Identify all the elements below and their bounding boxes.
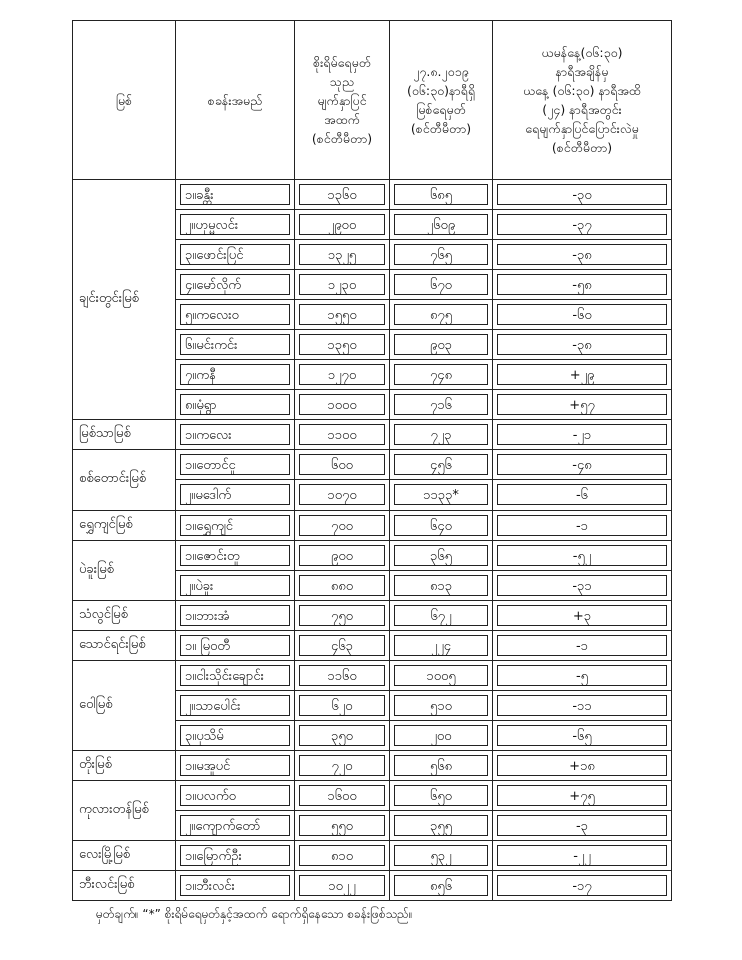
change-cell-value: -၆: [497, 484, 667, 505]
change-cell: [493, 420, 672, 450]
change-cell: [493, 180, 672, 210]
river-name-cell: တိုးမြစ်: [73, 750, 176, 780]
station-name-cell: [176, 330, 295, 360]
water-level-cell: [390, 810, 493, 840]
river-name-cell: မြစ်သာမြစ်: [73, 420, 176, 450]
change-cell-value: -၅၈: [497, 274, 667, 295]
change-cell: [493, 390, 672, 420]
station-name-cell-value: ၂။မဒေါက်: [180, 484, 290, 505]
water-level-cell: [390, 871, 493, 901]
change-cell: [493, 810, 672, 840]
water-level-cell-value: ၂၂၄: [394, 635, 488, 656]
water-level-cell-value: ၆၅၀: [394, 785, 488, 806]
danger-level-cell-value: ၂၉၀၀: [299, 214, 385, 235]
water-level-cell: [390, 510, 493, 540]
header-change: [493, 21, 672, 180]
river-name-cell: ဝေါမြစ်: [73, 660, 176, 750]
water-level-cell: [390, 360, 493, 390]
change-cell-value: +၂၉: [497, 364, 667, 385]
danger-level-cell: [295, 630, 390, 660]
station-name-cell-value: ၁။ရွှေကျင်: [180, 515, 290, 536]
station-name-cell: [176, 240, 295, 270]
station-name-cell: [176, 540, 295, 570]
station-name-cell-value: ၃။ဖောင်းပြင်: [180, 244, 290, 265]
danger-level-cell: [295, 780, 390, 810]
water-level-cell-value: ၁၀၀၅: [394, 665, 488, 686]
danger-level-cell-value: ၁၂၇၀: [299, 364, 385, 385]
water-level-cell: [390, 240, 493, 270]
water-level-cell: [390, 630, 493, 660]
station-name-cell-value: ၆။မင်းကင်း: [180, 334, 290, 355]
change-cell-value: -၃၈: [497, 244, 667, 265]
danger-level-cell-value: ၁၃၆၀: [299, 184, 385, 205]
change-cell: [493, 690, 672, 720]
header-station: စခန်းအမည်: [176, 21, 295, 180]
station-name-cell: [176, 450, 295, 480]
change-cell-value: -၃၀: [497, 184, 667, 205]
header-line: ယမန်နေ့(၀၆:၃၀): [541, 45, 623, 60]
station-name-cell: [176, 390, 295, 420]
change-cell: [493, 600, 672, 630]
danger-level-cell-value: ၈၁၀: [299, 845, 385, 866]
change-cell: [493, 210, 672, 240]
change-cell: [493, 270, 672, 300]
water-level-cell-value: ၇၁၆: [394, 394, 488, 415]
station-name-cell-value: ၁။ခန္တီး: [180, 184, 290, 205]
river-name-cell: သံလွင်မြစ်: [73, 600, 176, 630]
water-level-cell-value: ၆၄၀: [394, 515, 488, 536]
station-name-cell-value: ၂။ပဲခူး: [180, 575, 290, 596]
change-cell-value: -၃၇: [497, 214, 667, 235]
water-level-cell-value: ၈၅၆: [394, 875, 488, 896]
danger-level-cell-value: ၉၀၀: [299, 545, 385, 566]
table-row: [73, 450, 672, 480]
water-level-cell: [390, 570, 493, 600]
table-row: [73, 780, 672, 810]
station-name-cell: [176, 510, 295, 540]
water-level-cell-value: ၂၀၀: [394, 725, 488, 746]
danger-level-cell: [295, 270, 390, 300]
footnote: မှတ်ချက်။ “*” စိုးရိမ်ရေမှတ်နှင့်အထက် ရောက်ရှိနေသော စခန်းဖြစ်သည်။: [96, 907, 413, 921]
change-cell: [493, 720, 672, 750]
table-row: [73, 750, 672, 780]
table-row: [73, 510, 672, 540]
danger-level-cell-value: ၇၂၀: [299, 755, 385, 776]
station-name-cell: [176, 210, 295, 240]
table-row: [73, 630, 672, 660]
water-level-cell-value: ၁၁၃၃*: [394, 484, 488, 505]
danger-level-cell-value: ၅၅၀: [299, 815, 385, 836]
water-level-cell-value: ၈၁၃: [394, 575, 488, 596]
danger-level-cell-value: ၁၀၇၀: [299, 484, 385, 505]
danger-level-cell-value: ၁၁၆၀: [299, 665, 385, 686]
water-level-cell-value: ၆၇၂: [394, 605, 488, 626]
danger-level-cell-value: ၁၆၀၀: [299, 785, 385, 806]
table-row: [73, 841, 672, 871]
change-cell-value: -၆၅: [497, 725, 667, 746]
water-level-cell-value: ၆၇၀: [394, 274, 488, 295]
station-name-cell: [176, 360, 295, 390]
danger-level-cell: [295, 480, 390, 510]
station-name-cell-value: ၄။မော်လိုက်: [180, 274, 290, 295]
change-cell: [493, 300, 672, 330]
change-cell-value: -၅: [497, 665, 667, 686]
danger-level-cell-value: ၁၂၃၀: [299, 274, 385, 295]
water-level-cell: [390, 300, 493, 330]
water-level-cell: [390, 750, 493, 780]
station-name-cell-value: ၁။ဘားအံ: [180, 605, 290, 626]
header-line: (စင်တီမီတာ): [311, 130, 373, 146]
station-name-cell: [176, 871, 295, 901]
change-cell-value: +၇၅: [497, 785, 667, 806]
water-level-cell-value: ၈၇၅: [394, 304, 488, 325]
danger-level-cell: [295, 240, 390, 270]
station-name-cell: [176, 480, 295, 510]
water-level-cell-value: ၃၅၅: [394, 815, 488, 836]
station-name-cell-value: ၂။သာပေါင်း: [180, 695, 290, 716]
water-level-cell: [390, 841, 493, 871]
change-cell: [493, 570, 672, 600]
danger-level-cell-value: ၇၀၀: [299, 515, 385, 536]
change-cell-value: -၂၂: [497, 845, 667, 866]
water-level-cell-value: ၆၈၅: [394, 184, 488, 205]
danger-level-cell-value: ၆၀၀: [299, 454, 385, 475]
header-line: (စင်တီမီတာ): [410, 121, 472, 136]
danger-level-cell-value: ၁၁၀၀: [299, 424, 385, 445]
station-name-cell-value: ၇။ကနီ: [180, 364, 290, 385]
danger-level-cell: [295, 810, 390, 840]
table-row: [73, 540, 672, 570]
danger-level-cell: [295, 720, 390, 750]
danger-level-cell: [295, 600, 390, 630]
danger-level-cell-value: ၇၅၀: [299, 605, 385, 626]
change-cell: [493, 780, 672, 810]
header-water-level: [390, 21, 493, 180]
danger-level-cell: [295, 750, 390, 780]
header-line: (၂၄) နာရီအတွင်း: [542, 102, 622, 117]
change-cell-value: -၃၈: [497, 334, 667, 355]
danger-level-cell: [295, 390, 390, 420]
danger-level-cell-value: ၄၆၃: [299, 635, 385, 656]
danger-level-cell: [295, 360, 390, 390]
station-name-cell: [176, 690, 295, 720]
change-cell-value: -၁: [497, 515, 667, 536]
change-cell-value: -၆၀: [497, 304, 667, 325]
river-name-cell: ပဲခူးမြစ်: [73, 540, 176, 600]
danger-level-cell: [295, 690, 390, 720]
station-name-cell-value: ၈။မုံရွာ: [180, 394, 290, 415]
danger-level-cell: [295, 420, 390, 450]
danger-level-cell-value: ၆၂၀: [299, 695, 385, 716]
station-name-cell-value: ၁။ငါးသိုင်းချောင်း: [180, 665, 290, 686]
change-cell-value: -၁၁: [497, 695, 667, 716]
station-name-cell-value: ၁။ဇောင်းတူ: [180, 545, 290, 566]
change-cell-value: +၃: [497, 605, 667, 626]
water-level-cell: [390, 480, 493, 510]
station-name-cell: [176, 300, 295, 330]
station-name-cell: [176, 780, 295, 810]
station-name-cell-value: ၁။ပလက်ဝ: [180, 785, 290, 806]
change-cell: [493, 330, 672, 360]
river-name-cell: ဘီးလင်းမြစ်: [73, 871, 176, 901]
river-name-cell: ကုလားတန်မြစ်: [73, 780, 176, 840]
header-line: မြစ်ရေမှတ်: [416, 102, 466, 117]
water-level-cell-value: ၅၁၀: [394, 695, 488, 716]
water-level-cell: [390, 780, 493, 810]
station-name-cell: [176, 810, 295, 840]
station-name-cell: [176, 841, 295, 871]
change-cell: [493, 660, 672, 690]
station-name-cell: [176, 720, 295, 750]
station-name-cell-value: ၅။ကလေးဝ: [180, 304, 290, 325]
table-body: [73, 180, 672, 901]
water-level-cell-value: ၅၃၂: [394, 845, 488, 866]
station-name-cell: [176, 750, 295, 780]
station-name-cell-value: ၁။ဘီးလင်း: [180, 875, 290, 896]
station-name-cell-value: ၂။ဟုမ္မလင်း: [180, 214, 290, 235]
water-level-cell: [390, 210, 493, 240]
danger-level-cell: [295, 330, 390, 360]
station-name-cell-value: ၁။မြောက်ဦး: [180, 845, 290, 866]
water-level-cell: [390, 450, 493, 480]
change-cell-value: -၄၈: [497, 454, 667, 475]
water-level-cell: [390, 270, 493, 300]
change-cell-value: -၂၁: [497, 424, 667, 445]
header-row: [73, 21, 672, 180]
header-line: သုည: [329, 73, 355, 89]
station-name-cell-value: ၂။ကျောက်တော်: [180, 815, 290, 836]
station-name-cell-value: ၁။တောင်ငူ: [180, 454, 290, 475]
water-level-cell: [390, 600, 493, 630]
river-name-cell: ချင်းတွင်းမြစ်: [73, 180, 176, 420]
table-row: [73, 600, 672, 630]
danger-level-cell: [295, 841, 390, 871]
change-cell-value: -၁: [497, 635, 667, 656]
change-cell-value: +၁၈: [497, 755, 667, 776]
change-cell: [493, 450, 672, 480]
change-cell-value: -၅၂: [497, 545, 667, 566]
river-name-cell: ရွှေကျင်မြစ်: [73, 510, 176, 540]
water-level-cell-value: ၅၆၈: [394, 755, 488, 776]
danger-level-cell-value: ၈၈၀: [299, 575, 385, 596]
water-level-cell: [390, 540, 493, 570]
water-level-cell-value: ၇၂၃: [394, 424, 488, 445]
change-cell-value: -၁၇: [497, 875, 667, 896]
water-level-cell: [390, 390, 493, 420]
river-name-cell: လေးမြို့မြစ်: [73, 841, 176, 871]
station-name-cell: [176, 180, 295, 210]
station-name-cell: [176, 570, 295, 600]
river-level-table: [72, 20, 672, 901]
header-danger-level: [295, 21, 390, 180]
water-level-cell: [390, 420, 493, 450]
change-cell: [493, 240, 672, 270]
table-row: [73, 180, 672, 210]
danger-level-cell: [295, 660, 390, 690]
header-line: (စင်တီမီတာ): [551, 140, 613, 155]
station-name-cell-value: ၁။ကလေး: [180, 424, 290, 445]
water-level-cell-value: ၉၀၃: [394, 334, 488, 355]
header-line: ရေမျက်နှာပြင်ပြောင်းလဲမှု: [525, 121, 639, 136]
table-row: [73, 871, 672, 901]
station-name-cell: [176, 420, 295, 450]
header-line: အထက်: [324, 111, 360, 127]
station-name-cell-value: ၃။ပုသိမ်: [180, 725, 290, 746]
change-cell: [493, 871, 672, 901]
change-cell-value: -၃၁: [497, 575, 667, 596]
change-cell: [493, 480, 672, 510]
table-row: [73, 660, 672, 690]
danger-level-cell-value: ၁၃၂၅: [299, 244, 385, 265]
station-name-cell: [176, 600, 295, 630]
change-cell: [493, 841, 672, 871]
water-level-cell: [390, 330, 493, 360]
danger-level-cell-value: ၁၅၅၀: [299, 304, 385, 325]
change-cell: [493, 630, 672, 660]
header-line: စိုးရိမ်ရေမှတ်: [313, 54, 371, 70]
station-name-cell: [176, 630, 295, 660]
water-level-cell-value: ၄၅၆: [394, 454, 488, 475]
water-level-cell: [390, 660, 493, 690]
danger-level-cell: [295, 210, 390, 240]
water-level-cell-value: ၃၆၅: [394, 545, 488, 566]
header-line: (၀၆:၃၀)နာရီရှိ: [406, 83, 476, 98]
danger-level-cell-value: ၁၃၅၀: [299, 334, 385, 355]
danger-level-cell: [295, 300, 390, 330]
change-cell: [493, 510, 672, 540]
water-level-cell: [390, 180, 493, 210]
water-level-cell: [390, 720, 493, 750]
water-level-cell-value: ၇၆၅: [394, 244, 488, 265]
river-name-cell: သောင်ရင်းမြစ်: [73, 630, 176, 660]
danger-level-cell: [295, 570, 390, 600]
change-cell: [493, 750, 672, 780]
danger-level-cell: [295, 450, 390, 480]
header-river: မြစ်: [73, 21, 176, 180]
danger-level-cell: [295, 871, 390, 901]
station-name-cell: [176, 270, 295, 300]
danger-level-cell-value: ၁၀၀၀: [299, 394, 385, 415]
change-cell: [493, 360, 672, 390]
station-name-cell-value: ၁။ မြဝတီ: [180, 635, 290, 656]
change-cell-value: -၃: [497, 815, 667, 836]
danger-level-cell-value: ၁၀၂၂: [299, 875, 385, 896]
danger-level-cell: [295, 510, 390, 540]
header-line: မျက်နှာပြင်: [317, 92, 367, 108]
header-line: နာရီအချိန်မှ: [555, 64, 609, 79]
water-level-cell: [390, 690, 493, 720]
change-cell: [493, 540, 672, 570]
table-row: [73, 420, 672, 450]
header-line: ယနေ့ (၀၆:၃၀) နာရီအထိ: [523, 83, 641, 98]
station-name-cell: [176, 660, 295, 690]
danger-level-cell-value: ၃၅၀: [299, 725, 385, 746]
station-name-cell-value: ၁။မအူပင်: [180, 755, 290, 776]
water-level-cell-value: ၇၄၈: [394, 364, 488, 385]
danger-level-cell: [295, 540, 390, 570]
change-cell-value: +၅၇: [497, 394, 667, 415]
water-level-cell-value: ၂၆၀၉: [394, 214, 488, 235]
danger-level-cell: [295, 180, 390, 210]
river-name-cell: စစ်တောင်းမြစ်: [73, 450, 176, 510]
header-line: ၂၇.၈.၂၀၁၉: [413, 64, 469, 79]
